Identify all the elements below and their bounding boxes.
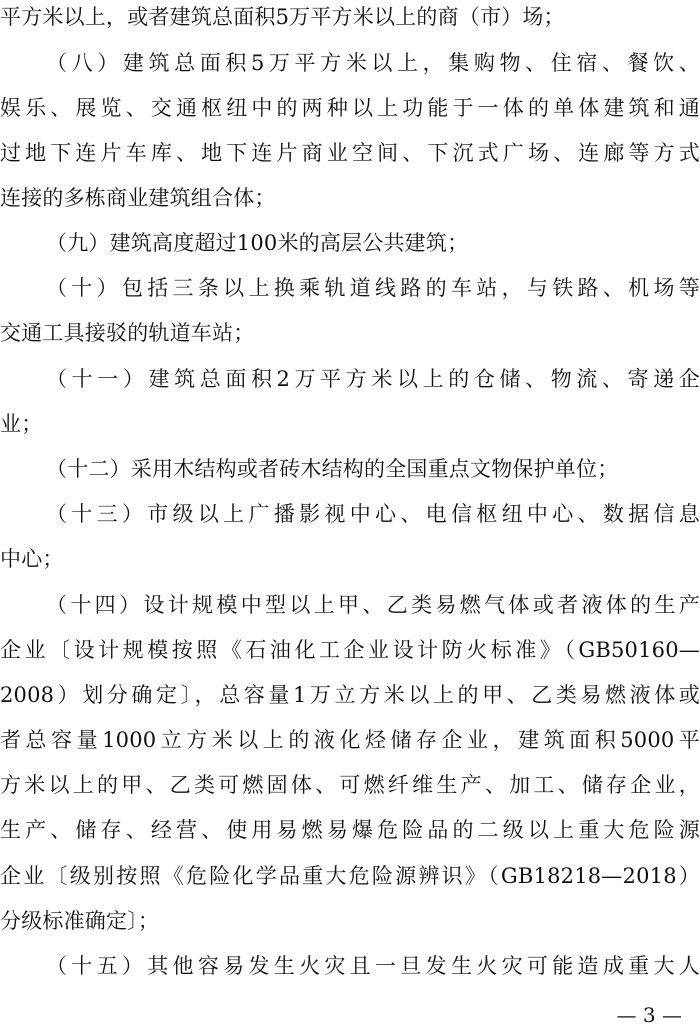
text-line-18: 方米以上的甲、乙类可燃固体、可燃纤维生产、加工、储存企业， <box>0 773 700 797</box>
text-line-8: 交通工具接驳的轨道车站； <box>0 321 255 345</box>
page-number: — 3 — <box>616 1003 682 1027</box>
text-line-15: 企业〔设计规模按照《石油化工企业设计防火标准》（GB50160— <box>0 638 700 662</box>
text-line-19: 生产、储存、经营、使用易燃易爆危险品的二级以上重大危险源 <box>0 818 700 842</box>
text-line-3: 娱乐、展览、交通枢纽中的两种以上功能于一体的单体建筑和通 <box>0 96 700 120</box>
text-line-10: 业； <box>0 412 43 436</box>
text-line-22: （十五）其他容易发生火灾且一旦发生火灾可能造成重大人 <box>46 954 700 978</box>
text-line-4: 过地下连片车库、地下连片商业空间、下沉式广场、连廊等方式 <box>0 141 700 165</box>
text-line-6: （九）建筑高度超过100米的高层公共建筑； <box>46 231 469 255</box>
text-line-13: 中心； <box>0 547 64 571</box>
text-line-7: （十）包括三条以上换乘轨道线路的车站，与铁路、机场等 <box>46 276 700 300</box>
text-line-14: （十四）设计规模中型以上甲、乙类易燃气体或者液体的生产 <box>46 593 700 617</box>
text-line-21: 分级标准确定〕； <box>0 909 160 933</box>
text-line-1: 平方米以上，或者建筑总面积5万平方米以上的商（市）场； <box>0 5 565 29</box>
text-line-11: （十二）采用木结构或者砖木结构的全国重点文物保护单位； <box>46 457 619 481</box>
text-line-5: 连接的多栋商业建筑组合体； <box>0 186 276 210</box>
text-line-16: 2008）划分确定〕，总容量1万立方米以上的甲、乙类易燃液体或 <box>0 683 700 707</box>
text-line-17: 者总容量1000立方米以上的液化烃储存企业，建筑面积5000平 <box>0 728 700 752</box>
text-line-9: （十一）建筑总面积2万平方米以上的仓储、物流、寄递企 <box>46 367 700 391</box>
text-line-2: （八）建筑总面积5万平方米以上，集购物、住宿、餐饮、 <box>46 51 700 75</box>
text-line-12: （十三）市级以上广播影视中心、电信枢纽中心、数据信息 <box>46 502 700 526</box>
text-line-20: 企业〔级别按照《危险化学品重大危险源辨识》（GB18218—2018） <box>0 864 700 888</box>
